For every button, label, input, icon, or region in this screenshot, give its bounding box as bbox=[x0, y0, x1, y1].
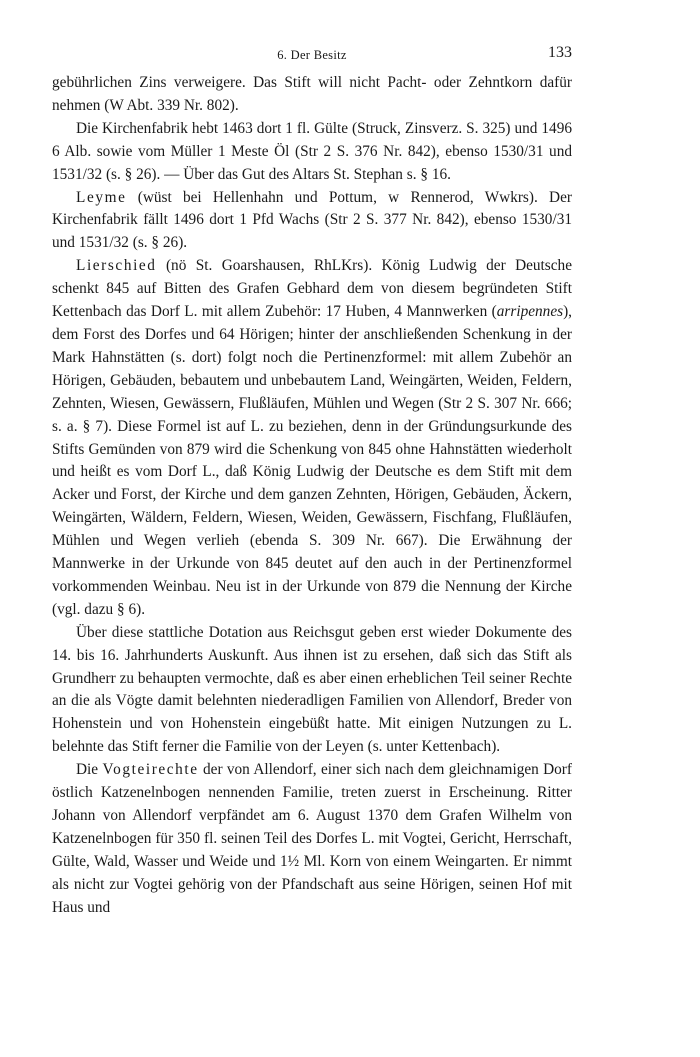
paragraph-text: Die Kirchenfabrik hebt 1463 dort 1 fl. Gülte (Struck, Zinsverz. S. 325) und 1496 6 Alb. sowie vom Müller 1 Meste Öl (Str 2 S. 376 Nr. 842), ebenso 1530/31 und 1531/32 (s. § 26). — Über das Gut des Altars St. Stephan s. § 16. bbox=[52, 119, 572, 183]
paragraph-text: ), dem Forst des Dorfes und 64 Hörigen; hinter der anschließenden Schenkung in der Mark Hahnstätten (s. dort) folgt noch die Pertinenzformel: mit allem Zubehör an Hörigen, Gebäuden, bebautem und unbebautem Land, Weingärten, Weiden, Feldern, Zehnten, Wiesen, Gewässern, Flußläufen, Mühlen und Wegen (Str 2 S. 307 Nr. 666; s. a. § 7). Diese Formel ist auf L. zu beziehen, denn in der Gründungsurkunde des Stifts Gemünden von 879 wird die Schenkung von 845 ohne Hahnstätten wiederholt und heißt es vom Dorf L., daß König Ludwig der Deutsche es dem Stift mit dem Acker und Forst, der Kirche und dem ganzen Zehnten, Hörigen, Gebäuden, Äckern, Weingärten, Wäldern, Feldern, Wiesen, Weiden, Gewässern, Fischfang, Flußläufen, Mühlen und Wegen verlieh (ebenda S. 309 Nr. 667). Die Erwähnung der Mannwerke in der Urkunde von 845 deutet auf den auch in der Pertinenzformel vorkommenden Weinbau. Neu ist in der Urkunde von 879 die Nennung der Kirche (vgl. dazu § 6). bbox=[52, 303, 572, 618]
paragraph-lierschied bbox=[52, 255, 572, 622]
paragraph-text: Die bbox=[76, 761, 103, 779]
body-text bbox=[52, 72, 572, 920]
paragraph-text: gebührlichen Zins verweigere. Das Stift will nicht Pacht- oder Zehntkorn dafür nehmen (W Abt. 339 Nr. 802). bbox=[52, 74, 572, 114]
book-page bbox=[52, 44, 572, 920]
paragraph-dotation bbox=[52, 622, 572, 759]
paragraph-continuation bbox=[52, 72, 572, 118]
running-head bbox=[52, 44, 572, 72]
paragraph-leyme bbox=[52, 187, 572, 256]
term-keyword: Vogteirechte bbox=[102, 761, 199, 779]
place-keyword: Leyme bbox=[76, 188, 127, 206]
page-number: 133 bbox=[548, 44, 572, 61]
paragraph-text: Über diese stattliche Dotation aus Reichsgut geben erst wieder Dokumente des 14. bis 16. Jahrhunderts Auskunft. Aus ihnen ist zu ersehen, daß sich das Stift als Grundherr zu behaupten vermochte, daß es aber einen erheblichen Teil seiner Rechte an die als Vögte damit belehnten niederadligen Familien von Allendorf, Breder von Hohenstein und von Hohenstein eingebüßt hatte. Mit einigen Nutzungen zu L. belehnte das Stift ferner die Familie von der Leyen (s. unter Kettenbach). bbox=[52, 623, 572, 756]
running-title: 6. Der Besitz bbox=[277, 48, 347, 62]
italic-term: arripennes bbox=[496, 303, 564, 321]
place-keyword: Lierschied bbox=[76, 257, 157, 275]
paragraph-kirchenfabrik bbox=[52, 118, 572, 187]
paragraph-vogteirechte bbox=[52, 759, 572, 919]
paragraph-text: (wüst bei Hellenhahn und Pottum, w Rennerod, Wwkrs). Der Kirchenfabrik fällt 1496 dort 1 Pfd Wachs (Str 2 S. 377 Nr. 842), ebenso 1530/31 und 1531/32 (s. § 26). bbox=[52, 188, 572, 252]
paragraph-text: (nö St. Goarshausen, RhLKrs). König Ludwig der Deutsche schenkt 845 auf Bitten des Grafen Gebhard dem von diesem begründeten Stift Kettenbach das Dorf L. mit allem Zubehör: 17 Huben, 4 Mannwerken ( bbox=[52, 257, 572, 321]
paragraph-text: der von Allendorf, einer sich nach dem gleichnamigen Dorf östlich Katzenelnbogen nennenden Familie, treten zuerst in Erscheinung. Ritter Johann von Allendorf verpfändet am 6. August 1370 dem Grafen Wilhelm von Katzenelnbogen für 350 fl. seinen Teil des Dorfes L. mit Vogtei, Gericht, Herrschaft, Gülte, Wald, Wasser und Weide und 1½ Ml. Korn von einem Weingarten. Er nimmt als nicht zur Vogtei gehörig von der Pfandschaft aus seine Hörigen, seinen Hof mit Haus und bbox=[52, 761, 572, 916]
